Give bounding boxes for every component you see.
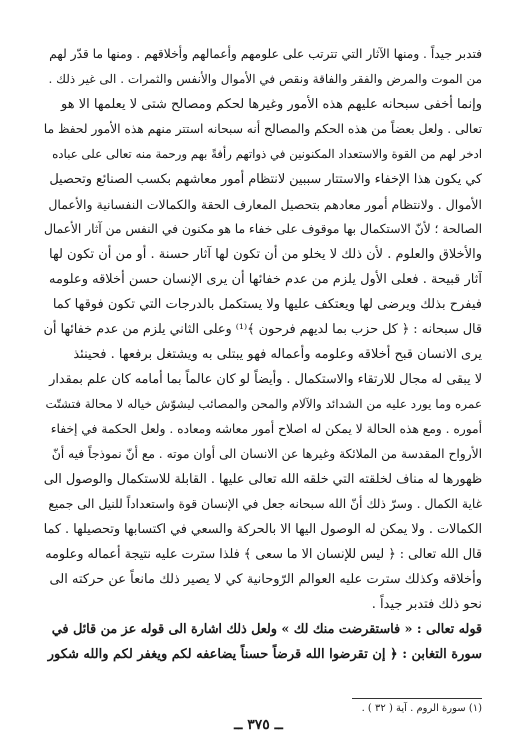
text-line: وإنما أخفى سبحانه عليهم هذه الأمور وغيرها لحكم ومصالح شتى لا يعلمها الا هو [61,97,482,112]
text-line: نحو ذلك فتدبر جيداً . [371,597,482,612]
text-line: ادخر لهم من القوة والاستعداد المكنونين في ذواتهم رأفةً بهم ورحمة منه تعالى على عباده [52,147,482,161]
text-line: عمره وما يورد عليه من الشدائد والآلام والمحن والمصائب ليشوّش خياله لا محالة فتشتّت [45,397,482,411]
text-line: غاية الكمال . وسرّ ذلك أنّ الله سبحانه جعل في الإنسان قوة واستعداداً للنيل الى جميع [48,497,482,511]
page-number: ــ ٣٧٥ ــ [234,717,283,733]
text-line: الكمالات . ولا يمكن له الوصول اليها الا بالحركة والسعي في اكتسابها وتحصيلها . كما [44,522,482,537]
footnote-divider [352,698,482,699]
text-line: فتدبر جيداً . ومنها الآثار التي تترتب على علومهم وأعمالهم وأخلاقهم . ومنها ما قدّر لهم [49,47,482,61]
footnote: (١) سورة الروم . آية ( ٣٢ ) . [361,703,482,714]
text-line: الصالحة ؛ لأنّ الاستكمال بها موقوف على خفاء ما هو مكنون في النفس من آثار الأعمال [44,222,482,236]
text-line: آثار قبيحة . فعلى الأول يلزم من عدم خفائها أن يرى الإنسان حسن أخلاقه وعلومه [48,272,482,287]
text-line: فيفرح بذلك ويرضى لها ويعتكف عليها ولا يستكمل بالدرجات التي تكون فوقها كما [52,297,482,312]
bold-text-line: قوله تعالى : « فاستقرضت منك لك » ولعل ذلك اشارة الى قوله عز من قائل في [51,622,482,637]
text-line: يرى الانسان قبح أخلاقه وعلومه وأعماله فهو يبتلى به ويشتغل برفعها . فحينئذ [73,347,482,362]
text-line: قال سبحانه : ﴿ كل حزب بما لديهم فرحون ﴾⁽¹⁾ وعلى الثاني يلزم من عدم خفائها أن [44,322,482,337]
text-line: تعالى . ولعل بعضاً من هذه الحكم والمصالح أنه سبحانه استتر منهم هذه الأمور لحفظ ما [44,122,482,136]
text-line: الأرواح المقدسة من الملائكة وغيرها عن الانسان الى أوان موته . مع أنّ نموذجاً فيه أنّ [51,447,482,461]
text-line: وأخلاقه وكذلك سترت عليه العوالم الرّوحانية كي لا يصير ذلك مانعاً عن حركته الى [49,572,482,587]
text-line: من الموت والمرض والفقر والفاقة ونقص في الأموال والأنفس والثمرات . الى غير ذلك . [48,72,482,86]
text-line: أموره . ومع هذه الحالة لا يمكن له اصلاح أمور معاشه ومعاده . ولعل الحكمة في إخفاء [50,422,482,436]
text-line: لا يبقى له مجال للارتقاء والاستكمال . وأيضاً لو كان عالماً بما أمامه كان علم بمقدار [49,372,482,387]
text-line: كي يكون هذا الإخفاء والاستتار سببين لانتظام أمور معاشهم بكسب الصنائع وتحصيل [49,172,482,187]
text-line: ظهورها له مناف لخلقته التي خلقه الله تعالى عليها . القابلة للاستكمال والوصول الى [44,472,482,487]
page-body [44,42,482,667]
text-line: والأخلاق والعلوم . لأن ذلك لا يخلو من أن تكون لها آثار حسنة . أو من أن تكون لها [49,247,482,262]
bold-text-line: سورة التغابن : ﴿ إن تقرضوا الله قرضاً حسناً يضاعفه لكم ويغفر لكم والله شكور [47,647,482,662]
text-line: قال الله تعالى : ﴿ ليس للإنسان الا ما سعى ﴾ فلذا سترت عليه نتيجة أعماله وعلومه [45,547,482,562]
text-line: الأموال . ولانتظام أمور معادهم بتحصيل المعارف الحقة والكمالات النفسانية والأعمال [48,197,482,212]
